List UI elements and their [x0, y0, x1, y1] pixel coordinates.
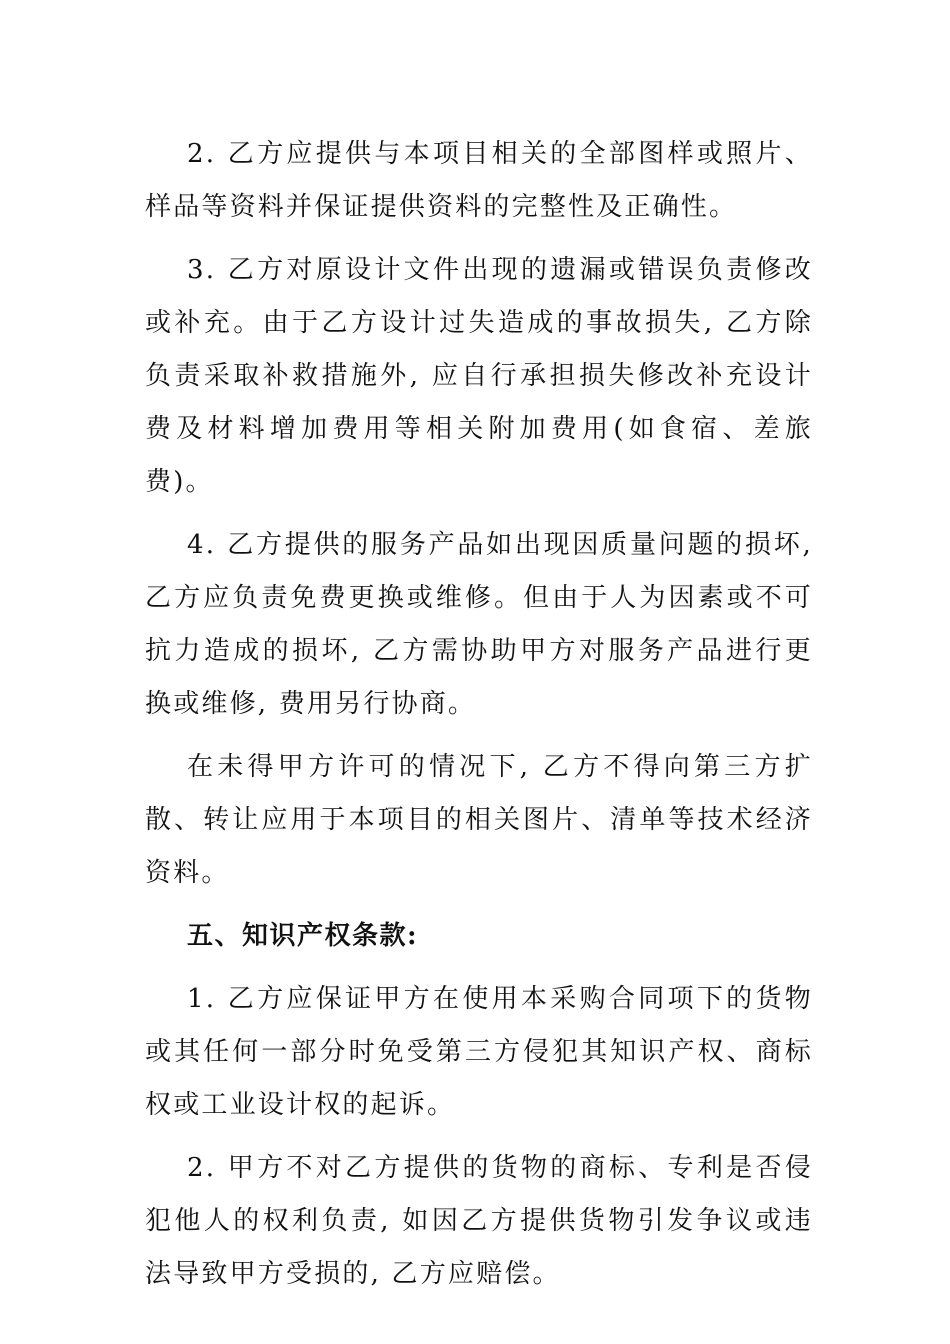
clause-2-paragraph: 2. 乙方应提供与本项目相关的全部图样或照片、样品等资料并保证提供资料的完整性及正确性。 [145, 139, 813, 222]
clause-4-paragraph: 4. 乙方提供的服务产品如出现因质量问题的损坏, 乙方应负责免费更换或维修。但由于人为因素或不可抗力造成的损坏, 乙方需协助甲方对服务产品进行更换或维修, 费用另行协商。 [145, 530, 813, 719]
ip-clause-1-paragraph: 1. 乙方应保证甲方在使用本采购合同项下的货物或其任何一部分时免受第三方侵犯其知识产权、商标权或工业设计权的起诉。 [145, 984, 813, 1120]
clause-3-paragraph: 3. 乙方对原设计文件出现的遗漏或错误负责修改或补充。由于乙方设计过失造成的事故损失, 乙方除负责采取补救措施外, 应自行承担损失修改补充设计费及材料增加费用等相关附加费用(如食宿、差旅费)。 [145, 255, 813, 497]
document-body [145, 128, 813, 1311]
confidentiality-paragraph: 在未得甲方许可的情况下, 乙方不得向第三方扩散、转让应用于本项目的相关图片、清单等技术经济资料。 [145, 752, 813, 888]
section-heading: 五、知识产权条款: [187, 921, 419, 951]
ip-clause-2-paragraph: 2. 甲方不对乙方提供的货物的商标、专利是否侵犯他人的权利负责, 如因乙方提供货物引发争议或违法导致甲方受损的, 乙方应赔偿。 [145, 1153, 813, 1289]
